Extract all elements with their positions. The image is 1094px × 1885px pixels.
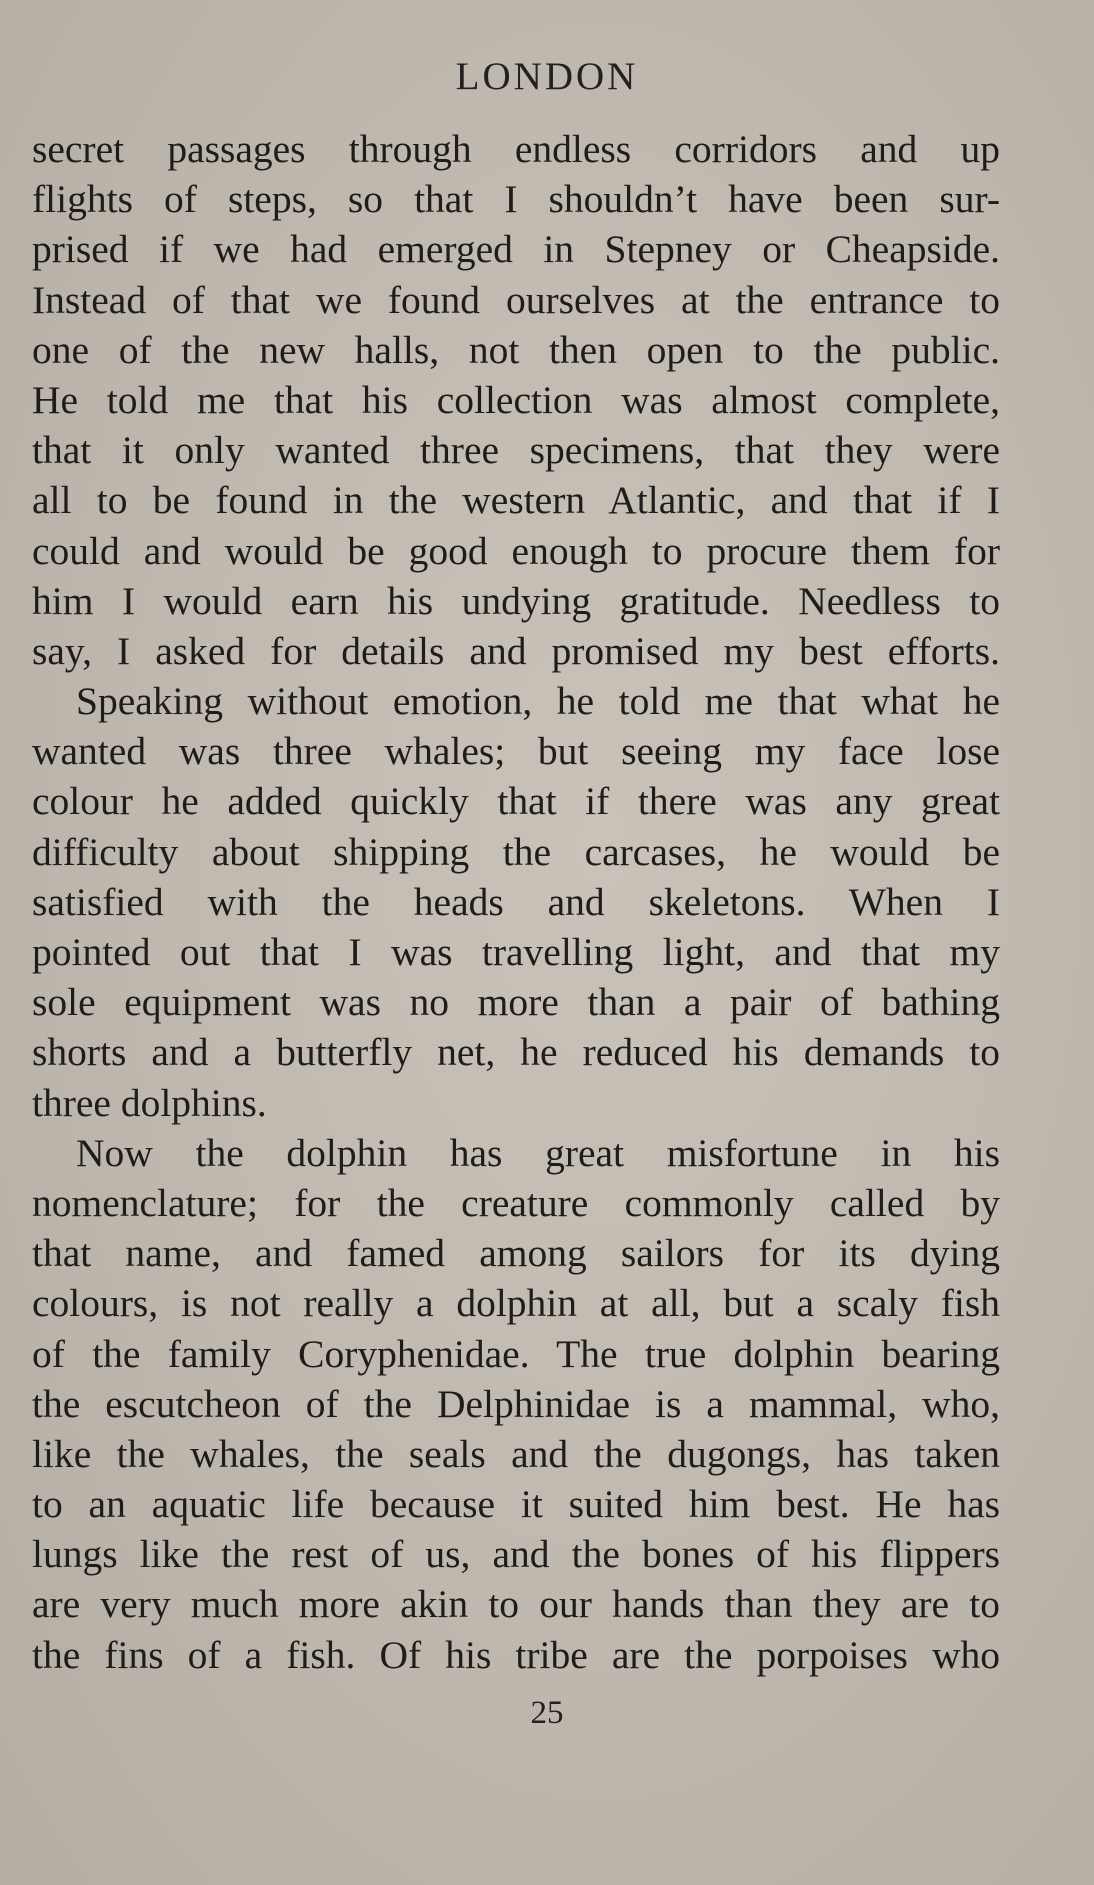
text-line: shorts and a butterfly net, he reduced his demands to [32, 1030, 1000, 1075]
page-number: 25 [530, 1695, 564, 1731]
text-line: pointed out that I was travelling light, and that my [32, 930, 1000, 974]
text-line: sole equipment was no more than a pair of bathing [32, 980, 1000, 1025]
text-line: colour he added quickly that if there was any great [32, 779, 1000, 824]
text-line: are very much more akin to our hands than they are to [32, 1582, 1000, 1627]
text-line: prised if we had emerged in Stepney or Cheapside. [32, 227, 1000, 272]
text-line: colours, is not really a dolphin at all, but a scaly fish [32, 1281, 1000, 1326]
text-line: He told me that his collection was almost complete, [32, 377, 1000, 422]
text-line: the fins of a fish. Of his tribe are the porpoises who [32, 1632, 1000, 1677]
text-line: all to be found in the western Atlantic, and that if I [32, 478, 1000, 523]
text-line: flights of steps, so that I shouldn’t have been sur- [32, 177, 1000, 222]
text-line: three dolphins. [32, 1080, 267, 1125]
text-line: secret passages through endless corridors and up [32, 127, 1000, 171]
text-line: him I would earn his undying gratitude. Needless to [32, 578, 1000, 623]
text-line: Instead of that we found ourselves at the entrance to [32, 277, 1000, 322]
text-line: like the whales, the seals and the dugongs, has taken [32, 1431, 1000, 1476]
text-line: that it only wanted three specimens, that they were [32, 428, 1000, 473]
text-line: lungs like the rest of us, and the bones of his flippers [32, 1532, 1000, 1577]
text-line: Speaking without emotion, he told me that what he [76, 679, 1000, 724]
text-line: of the family Coryphenidae. The true dolphin bearing [32, 1331, 1000, 1376]
text-line: satisfied with the heads and skeletons. When I [32, 879, 1000, 924]
running-head: LONDON [455, 55, 639, 98]
text-line: that name, and famed among sailors for its dying [32, 1231, 1000, 1276]
body-text [32, 124, 1000, 1680]
text-line: the escutcheon of the Delphinidae is a mammal, who, [32, 1381, 1000, 1426]
text-line: say, I asked for details and promised my best efforts. [32, 628, 1000, 673]
text-line: Now the dolphin has great misfortune in his [76, 1130, 1000, 1175]
text-line: one of the new halls, not then open to the public. [32, 327, 1000, 372]
text-line: difficulty about shipping the carcases, he would be [32, 829, 1000, 874]
text-line: wanted was three whales; but seeing my face lose [32, 729, 1000, 774]
text-line: could and would be good enough to procure them for [32, 528, 1000, 573]
text-line: to an aquatic life because it suited him best. He has [32, 1482, 1000, 1527]
text-line: nomenclature; for the creature commonly called by [32, 1180, 1000, 1225]
